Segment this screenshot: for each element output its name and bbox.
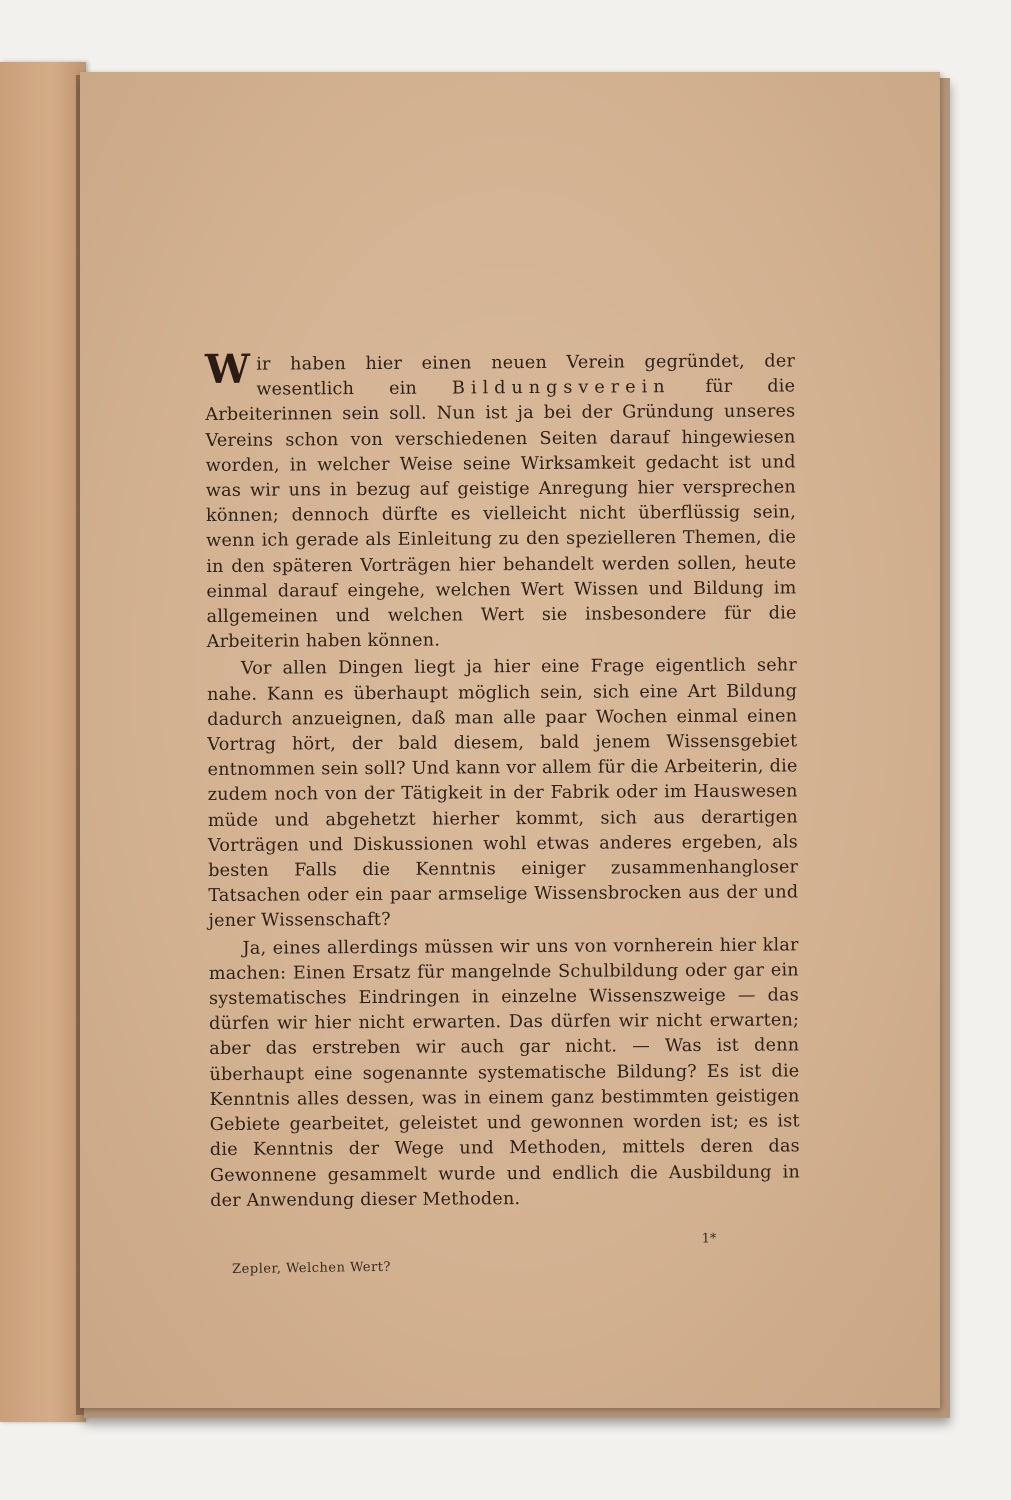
paragraph-3: Ja, eines allerdings müssen wir uns von vornherein hier klar machen: Einen Ersatz für mangelnde Schulbildung oder gar ein systematisches Eindringen in einzelne Wissenszweige — das dürfen wir hier nicht erwarten. Das dürfen wir nicht erwarten; aber das erstreben wir auch gar nicht. — Was ist denn überhaupt eine sogenannte systematische Bildung? Es ist die Kenntnis alles dessen, was in einem ganz bestimmten geistigen Gebiete gearbeitet, geleistet und gewonnen worden ist; es ist die Kenntnis der Wege und Methoden, mittels deren das Gewonnene gesammelt wurde und endlich die Ausbildung in der Anwendung dieser Methoden. [208,935,801,1211]
drop-cap: W [204,345,251,393]
signature-line: Zepler, Welchen Wert? [232,1259,392,1277]
paragraph-1-start: ir haben hier einen neuen Verein gegründet, der wesentlich ein [256,351,796,400]
paragraph-1 [204,345,797,655]
emphasized-word: Bildungsverein [451,377,671,399]
paragraph-2: Vor allen Dingen liegt ja hier eine Frage eigentlich sehr nahe. Kann es überhaupt möglich sein, sich eine Art Bildung dadurch anzueignen, daß man alle paar Wochen einmal einen Vortrag hört, der bald diesem, bald jenem Wissensgebiet entnommen sein soll? Und kann vor allem für die Arbeiterin, die zudem noch von der Tätigkeit in der Fabrik oder im Hauswesen müde und abgehetzt hierher kommt, sich aus derartigen Vorträgen und Diskussionen wohl etwas anderes ergeben, als besten Falls die Kenntnis einiger zusammenhangloser Tatsachen oder ein paar armselige Wissensbrocken aus der und jener Wissenschaft? [207,655,799,932]
body-text [204,345,801,1213]
paragraph-1-rest: für die Arbeiterinnen sein soll. Nun ist ja bei der Gründung unseres Vereins schon von verschiedenen Seiten darauf hingewiesen worden, in welcher Weise seine Wirksamkeit gedacht ist und was wir uns in bezug auf geistige Anregung hier versprechen können; dennoch dürfte es vielleicht nicht überflüssig sein, wenn ich gerade als Einleitung zu den spezielleren Themen, die in den späteren Vorträgen hier behandelt werden sollen, heute einmal darauf eingehe, welchen Wert Wissen und Bildung im allgemeinen und welchen Wert sie insbesondere für die Arbeiterin haben können. [205,376,797,653]
sheet-mark: 1* [701,1231,717,1247]
previous-page-edge [0,62,86,1422]
